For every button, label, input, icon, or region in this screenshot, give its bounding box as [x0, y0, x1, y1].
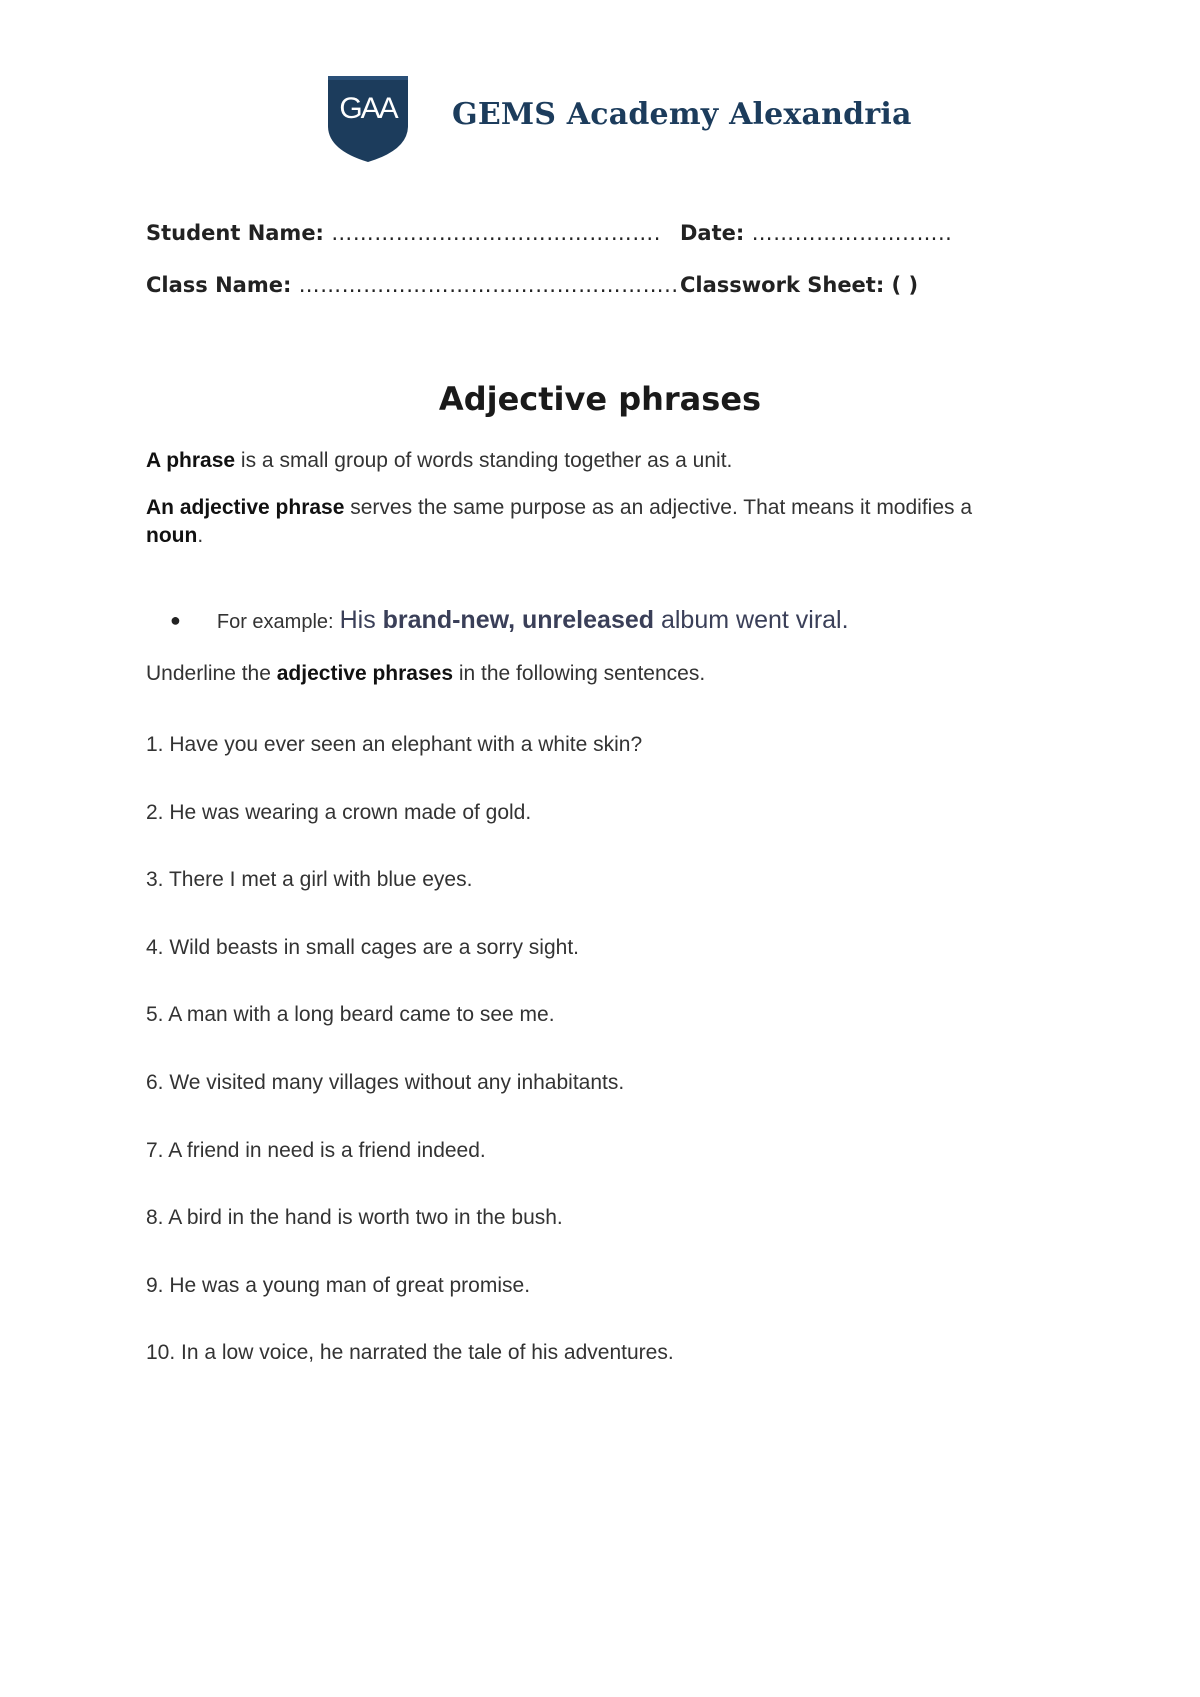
date-label: Date: [680, 221, 745, 245]
example-bullet [170, 606, 849, 635]
example-lead: For example: [216, 611, 334, 633]
noun-term: noun [146, 524, 198, 547]
student-info-row-1 [146, 221, 953, 245]
school-header [326, 74, 912, 162]
class-name-label: Class Name: [146, 273, 292, 297]
definition-adjective-phrase [146, 494, 1006, 550]
instruction-before: Underline the [146, 662, 277, 685]
definition-phrase [146, 447, 1006, 475]
bullet-icon: ● [170, 610, 181, 630]
instruction-bold: adjective phrases [276, 662, 454, 685]
question-list [146, 731, 674, 1407]
question-item[interactable]: 7. A friend in need is a friend indeed. [146, 1138, 486, 1162]
instruction [146, 662, 705, 686]
question-item[interactable]: 1. Have you ever seen an elephant with a white skin? [146, 733, 643, 756]
student-name-blank[interactable]: ………………………………………. [331, 221, 661, 245]
definition-end: . [197, 524, 204, 547]
question-item[interactable]: 8. A bird in the hand is worth two in the bush. [146, 1206, 563, 1230]
student-info-row-2 [146, 273, 919, 297]
student-name-label: Student Name: [146, 221, 324, 245]
question-item[interactable]: 2. He was wearing a crown made of gold. [146, 800, 532, 824]
question-item[interactable]: 5. A man with a long beard came to see me. [146, 1003, 555, 1027]
example-sentence [340, 606, 849, 635]
definition-phrase-text: is a small group of words standing together as a unit. [235, 449, 733, 472]
question-item[interactable]: 4. Wild beasts in small cages are a sorry sight. [146, 935, 580, 959]
example-adjective-phrase: brand-new, unreleased [382, 606, 655, 634]
question-item[interactable]: 10. In a low voice, he narrated the tale of his adventures. [146, 1341, 674, 1365]
class-name-blank[interactable]: …………………………………………….. [298, 273, 679, 297]
date-blank[interactable]: …………………..….. [751, 221, 953, 245]
question-item[interactable]: 3. There I met a girl with blue eyes. [146, 868, 473, 892]
question-item[interactable]: 9. He was a young man of great promise. [146, 1273, 531, 1297]
school-name: GEMS Academy Alexandria [452, 96, 912, 132]
school-crest-logo [326, 74, 410, 162]
page-title: Adjective phrases [438, 380, 762, 418]
question-item[interactable]: 6. We visited many villages without any inhabitants. [146, 1070, 625, 1094]
crest-text: GAA [339, 92, 397, 125]
definition-adjective-phrase-text: serves the same purpose as an adjective. That means it modifies a [344, 496, 973, 519]
example-before: His [339, 606, 383, 634]
definition-phrase-term: A phrase [146, 449, 236, 472]
instruction-after: in the following sentences. [453, 662, 706, 685]
example-after: album went viral. [654, 606, 849, 634]
definition-adjective-phrase-term: An adjective phrase [146, 496, 345, 519]
classwork-sheet-label: Classwork Sheet: ( ) [680, 273, 919, 297]
